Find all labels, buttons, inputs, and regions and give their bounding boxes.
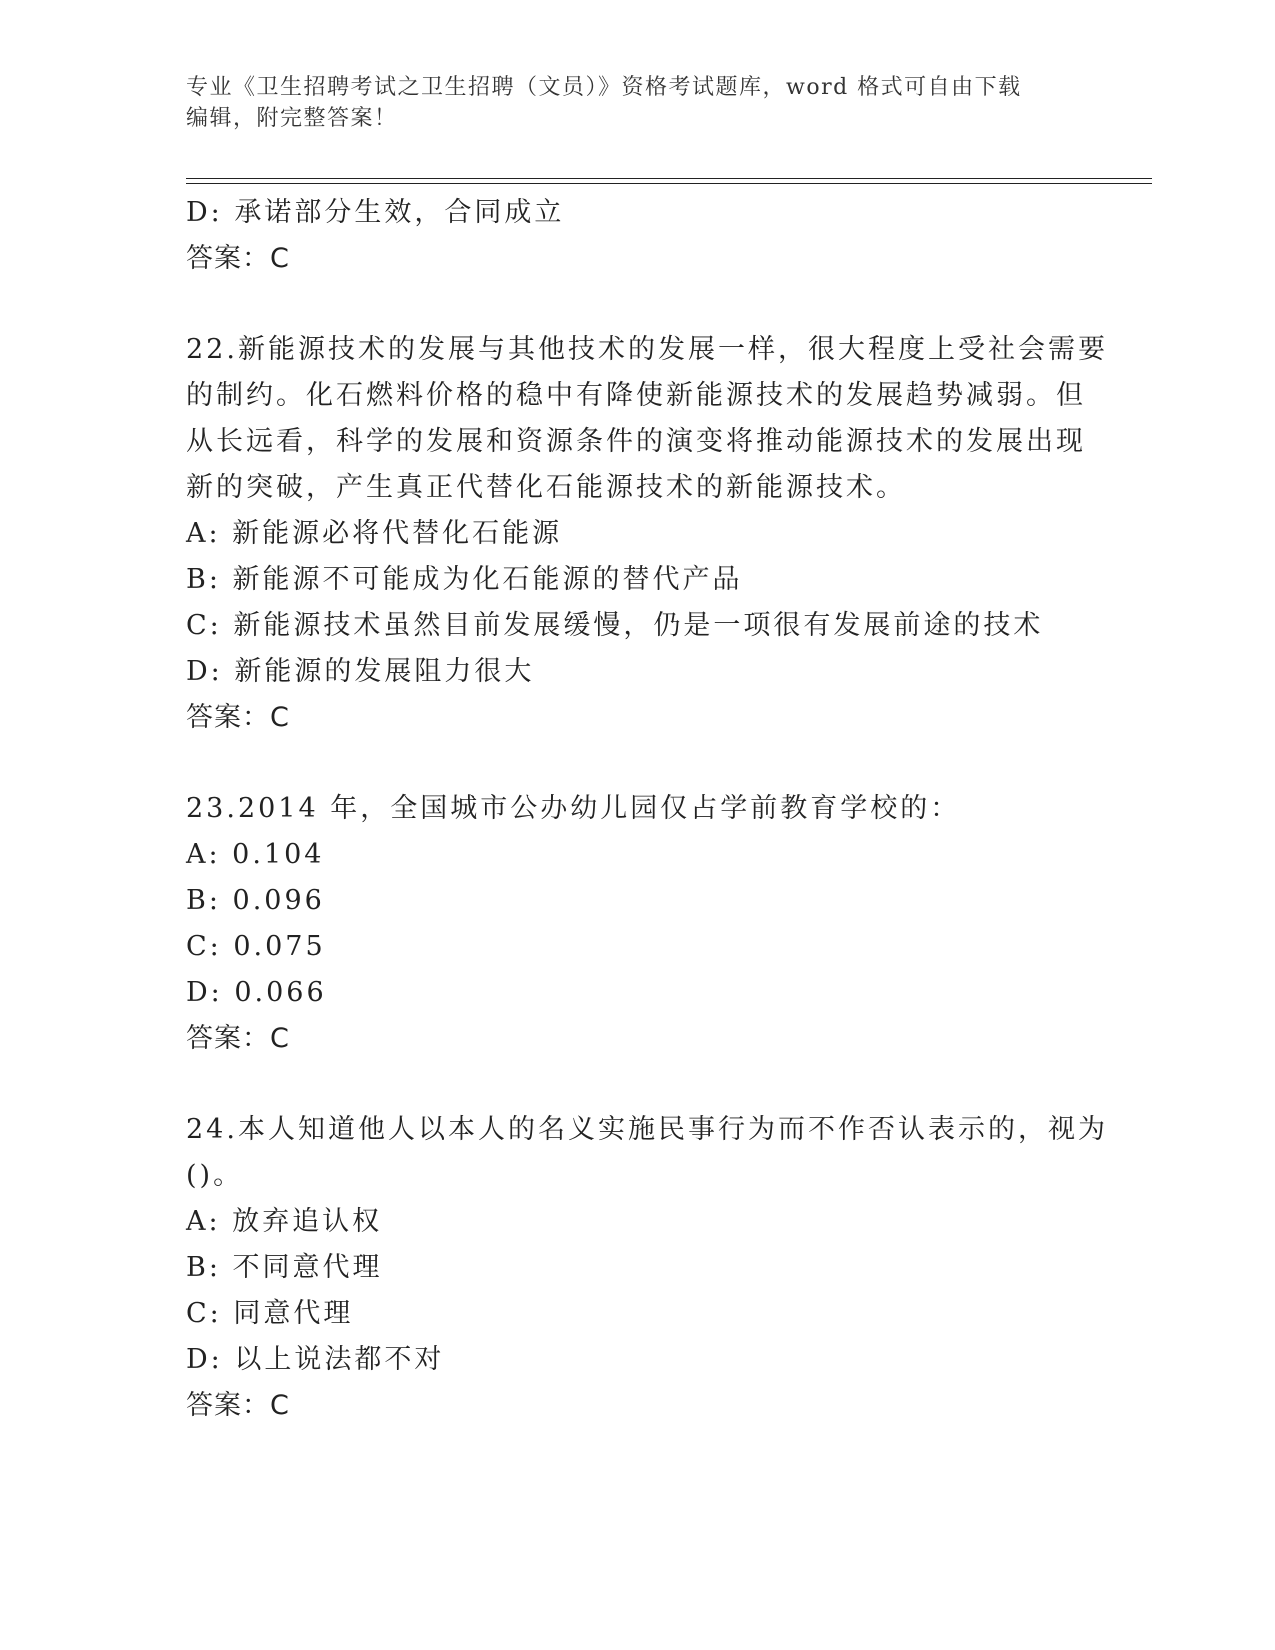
answer: 答案：C xyxy=(186,1023,290,1054)
option-a: A: 0.104 xyxy=(186,839,325,870)
question-stem-line: 24.本人知道他人以本人的名义实施民事行为而不作否认表示的，视为 xyxy=(186,1114,1108,1145)
question-22 xyxy=(186,327,1108,741)
header-rule-bottom xyxy=(186,183,1152,184)
option-a: A: 放弃追认权 xyxy=(186,1206,383,1237)
option-d: D: 新能源的发展阻力很大 xyxy=(186,656,535,687)
option-d: D: 以上说法都不对 xyxy=(186,1344,445,1375)
answer: 答案：C xyxy=(186,243,290,274)
document-header xyxy=(186,72,1066,134)
option-c: C: 同意代理 xyxy=(186,1298,354,1329)
question-24 xyxy=(186,1107,1108,1429)
question-21-tail xyxy=(186,190,1086,282)
question-stem-line: ()。 xyxy=(186,1160,244,1191)
option-a: A: 新能源必将代替化石能源 xyxy=(186,518,563,549)
option-b: B: 不同意代理 xyxy=(186,1252,383,1283)
question-stem-line: 的制约。化石燃料价格的稳中有降使新能源技术的发展趋势减弱。但 xyxy=(186,380,1086,411)
option-d: D: 0.066 xyxy=(186,977,327,1008)
question-stem-line: 从长远看，科学的发展和资源条件的演变将推动能源技术的发展出现 xyxy=(186,426,1086,457)
option-b: B: 0.096 xyxy=(186,885,325,916)
question-stem-line: 新的突破，产生真正代替化石能源技术的新能源技术。 xyxy=(186,472,906,503)
header-line-1: 专业《卫生招聘考试之卫生招聘（文员）》资格考试题库，word 格式可自由下载 xyxy=(186,75,1022,100)
option-c: C: 新能源技术虽然目前发展缓慢，仍是一项很有发展前途的技术 xyxy=(186,610,1044,641)
option-d: D: 承诺部分生效，合同成立 xyxy=(186,197,565,228)
question-stem-line: 23.2014 年，全国城市公办幼儿园仅占学前教育学校的： xyxy=(186,793,961,824)
header-rule-top xyxy=(186,178,1152,179)
question-23 xyxy=(186,786,1086,1062)
option-c: C: 0.075 xyxy=(186,931,326,962)
question-stem-line: 22.新能源技术的发展与其他技术的发展一样，很大程度上受社会需要 xyxy=(186,334,1108,365)
option-b: B: 新能源不可能成为化石能源的替代产品 xyxy=(186,564,743,595)
header-line-2: 编辑，附完整答案！ xyxy=(186,106,398,131)
document-body xyxy=(186,190,1108,1429)
answer: 答案：C xyxy=(186,1390,290,1421)
answer: 答案：C xyxy=(186,702,290,733)
